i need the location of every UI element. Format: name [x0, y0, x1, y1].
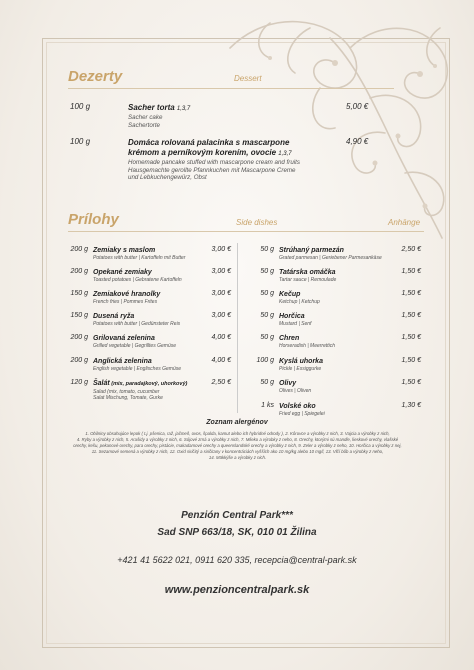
- dessert-item: [70, 103, 380, 135]
- item-name: Horčica: [279, 313, 305, 320]
- item-desc: Horseradish | Meerrettich: [279, 343, 336, 349]
- item-desc: Salad (mix, tomato, cucumber: [93, 389, 160, 395]
- item-body: [279, 290, 399, 305]
- dessert-item: [70, 138, 380, 188]
- item-qty: 150 g: [70, 290, 88, 297]
- item-price: 3,00 €: [211, 312, 231, 319]
- item-name: Kečup: [279, 291, 301, 298]
- item-desc-de: Hausgemachte gerollte Pfannkuchen mit Mascarpone Creme: [128, 166, 296, 174]
- item-body: [279, 334, 399, 349]
- item-price: 4,90 €: [346, 137, 369, 146]
- item-qty: 120 g: [70, 379, 88, 386]
- allergens-title: Zoznam alergénov: [206, 419, 268, 426]
- side-item: [63, 334, 233, 354]
- item-qty: 100 g: [70, 102, 91, 111]
- item-price: 5,00 €: [346, 102, 369, 111]
- item-qty: 1 ks: [261, 402, 274, 409]
- item-body: [279, 357, 399, 372]
- item-name: Šalát (mix, paradajkový, uhorkový): [93, 380, 188, 387]
- item-price: 3,00 €: [211, 268, 231, 275]
- side-item: [249, 357, 419, 377]
- item-price: 2,50 €: [401, 246, 421, 253]
- footer-name: Penzión Central Park***: [181, 510, 293, 521]
- side-item: [249, 268, 419, 288]
- item-name: Dusená ryža: [93, 313, 135, 320]
- dessert-rule: [68, 88, 394, 89]
- side-item: [63, 379, 233, 399]
- item-body: [279, 379, 399, 394]
- item-desc: Salat Mischung, Tomate, Gurke: [93, 395, 163, 401]
- item-price: 4,00 €: [211, 334, 231, 341]
- item-name: Zemiakové hranolky: [93, 291, 161, 298]
- item-desc: Potatoes with butter | Kartoffeln mit Butter: [93, 255, 186, 261]
- item-qty: 50 g: [260, 268, 274, 275]
- item-desc: Ketchup | Ketchup: [279, 299, 320, 305]
- item-name: Grilovaná zelenina: [93, 335, 155, 342]
- item-name: Sacher torta 1,3,7: [128, 103, 191, 112]
- item-desc: English vegetable | Englisches Gemüse: [93, 366, 182, 372]
- sides-rule: [68, 231, 424, 232]
- side-item: [63, 268, 233, 288]
- item-price: 2,50 €: [211, 379, 231, 386]
- item-qty: 150 g: [70, 312, 88, 319]
- item-desc-en: Homemade pancake stuffed with mascarpone cream and fruits: [128, 159, 300, 166]
- item-price: 1,50 €: [401, 334, 421, 341]
- item-qty: 50 g: [260, 290, 274, 297]
- sides-title: Prílohy: [68, 211, 119, 228]
- item-desc: French fries | Pommes Frites: [93, 299, 158, 305]
- side-item: [63, 290, 233, 310]
- item-name: Strúhaný parmezán: [279, 247, 344, 254]
- item-qty: 200 g: [70, 268, 88, 275]
- item-price: 1,50 €: [401, 268, 421, 275]
- side-item: [63, 357, 233, 377]
- footer-address: Sad SNP 663/18, SK, 010 01 Žilina: [157, 527, 317, 538]
- item-body: [93, 290, 213, 305]
- side-item: [249, 312, 419, 332]
- item-desc-en: Sacher cake: [128, 114, 163, 121]
- item-qty: 200 g: [70, 357, 88, 364]
- side-item: [249, 290, 419, 310]
- item-desc: Olives | Oliven: [279, 388, 312, 394]
- side-item: [249, 246, 419, 266]
- side-item: [249, 379, 419, 399]
- item-body: [93, 334, 213, 349]
- item-name: Zemiaky s maslom: [93, 247, 156, 254]
- item-qty: 200 g: [70, 334, 88, 341]
- item-price: 1,50 €: [401, 290, 421, 297]
- item-name-line2: krémom a perníkovým korením, ovocie 1,3,7: [128, 148, 292, 157]
- item-qty: 200 g: [70, 246, 88, 253]
- item-desc: Potatoes with butter | Gedünsteter Reis: [93, 321, 181, 327]
- item-desc: Toasted potatoes | Gebratene Kartoffeln: [93, 277, 182, 283]
- footer-website-link[interactable]: www.penzioncentralpark.sk: [164, 584, 310, 596]
- item-qty: 50 g: [260, 334, 274, 341]
- item-price: 3,00 €: [211, 290, 231, 297]
- item-price: 1,50 €: [401, 379, 421, 386]
- item-name: Tatárska omáčka: [279, 269, 336, 276]
- item-desc: Grated parmesan | Geriebener Parmesankäse: [279, 255, 382, 261]
- sides-subtitle-en: Side dishes: [236, 218, 278, 227]
- item-body: [93, 357, 213, 372]
- item-price: 1,30 €: [401, 402, 421, 409]
- item-name: Kyslá uhorka: [279, 358, 323, 365]
- column-divider: [237, 243, 238, 413]
- item-name: Olivy: [279, 380, 297, 387]
- item-desc: Grilled vegetable | Gegrilltes Gemüse: [93, 343, 177, 349]
- item-price: 1,50 €: [401, 312, 421, 319]
- item-price: 3,00 €: [211, 246, 231, 253]
- item-desc: Fried egg | Spiegelei: [279, 411, 325, 417]
- item-desc: Tartar sauce | Remoulade: [279, 277, 337, 283]
- side-item: [63, 312, 233, 332]
- allergens-text: 1. Obilniny obsahujúce lepok ( t.j. pšenica, raž, jačmeň, ovos, špalda, kamut alebo ich hybridné odrody ), 2. Kôrovce a výrobky z nich, 3. Vajcia a výrobky z nich, 4. Ryby a výrobky z nich, 5. Arašidy a výrobky z nich, 6. Sójové zrná a výrobky z nich, 7. Mlieko a výrobky z neho, 8. Orechy, ktorými sú mandle, lieskové orechy, vlašské orechy, kešu, pekanové orechy, para orechy, pistácie, makadamové orechy a queenslandské orechy a výrobky z nich, 9. Zeler a výrobky z neho, 10. Horčica a výrobky z nej, 11. Sezamové semená a výrobky z nich, 12. Oxid siričitý a siričitany v koncentráciách vyšších ako 10 mg/kg alebo 10 mg/l, 13. Vlčí bôb a výrobky z neho, 14. Mäkkýše a výrobky z nich.: [73, 431, 402, 460]
- dessert-subtitle: Dessert: [234, 74, 262, 83]
- item-price: 4,00 €: [211, 357, 231, 364]
- item-name: Opekané zemiaky: [93, 269, 152, 276]
- item-body: [279, 402, 399, 417]
- dessert-title: Dezerty: [68, 68, 123, 85]
- item-name-note: (mix, paradajkový, uhorkový): [109, 381, 188, 387]
- item-qty: 50 g: [260, 246, 274, 253]
- item-desc-de-cont: und Lebkuchengewürz, Obst: [128, 174, 207, 182]
- item-name: Volské oko: [279, 403, 316, 410]
- item-name: Chren: [279, 335, 300, 342]
- side-item: [63, 246, 233, 266]
- item-price: 1,50 €: [401, 357, 421, 364]
- item-desc: Mustard | Senf: [279, 321, 312, 327]
- item-desc: Pickle | Essiggurke: [279, 366, 322, 372]
- side-item: [249, 334, 419, 354]
- item-body: [279, 268, 399, 283]
- item-qty: 50 g: [260, 312, 274, 319]
- sides-subtitle-de: Anhänge: [388, 218, 421, 227]
- item-name: Anglická zelenina: [93, 358, 152, 365]
- item-qty: 100 g: [256, 357, 274, 364]
- item-body: [279, 246, 399, 261]
- item-desc-de: Sachertorte: [128, 121, 160, 129]
- item-name: Domáca rolovaná palacinka s mascarpone: [128, 138, 290, 147]
- item-body: [93, 246, 213, 261]
- item-body: [279, 312, 399, 327]
- item-body: [93, 268, 213, 283]
- item-qty: 100 g: [70, 137, 91, 146]
- item-body: [93, 379, 213, 401]
- item-qty: 50 g: [260, 379, 274, 386]
- footer-contact: +421 41 5622 021, 0911 620 335, recepcia@central-park.sk: [117, 555, 357, 565]
- item-body: [93, 312, 213, 327]
